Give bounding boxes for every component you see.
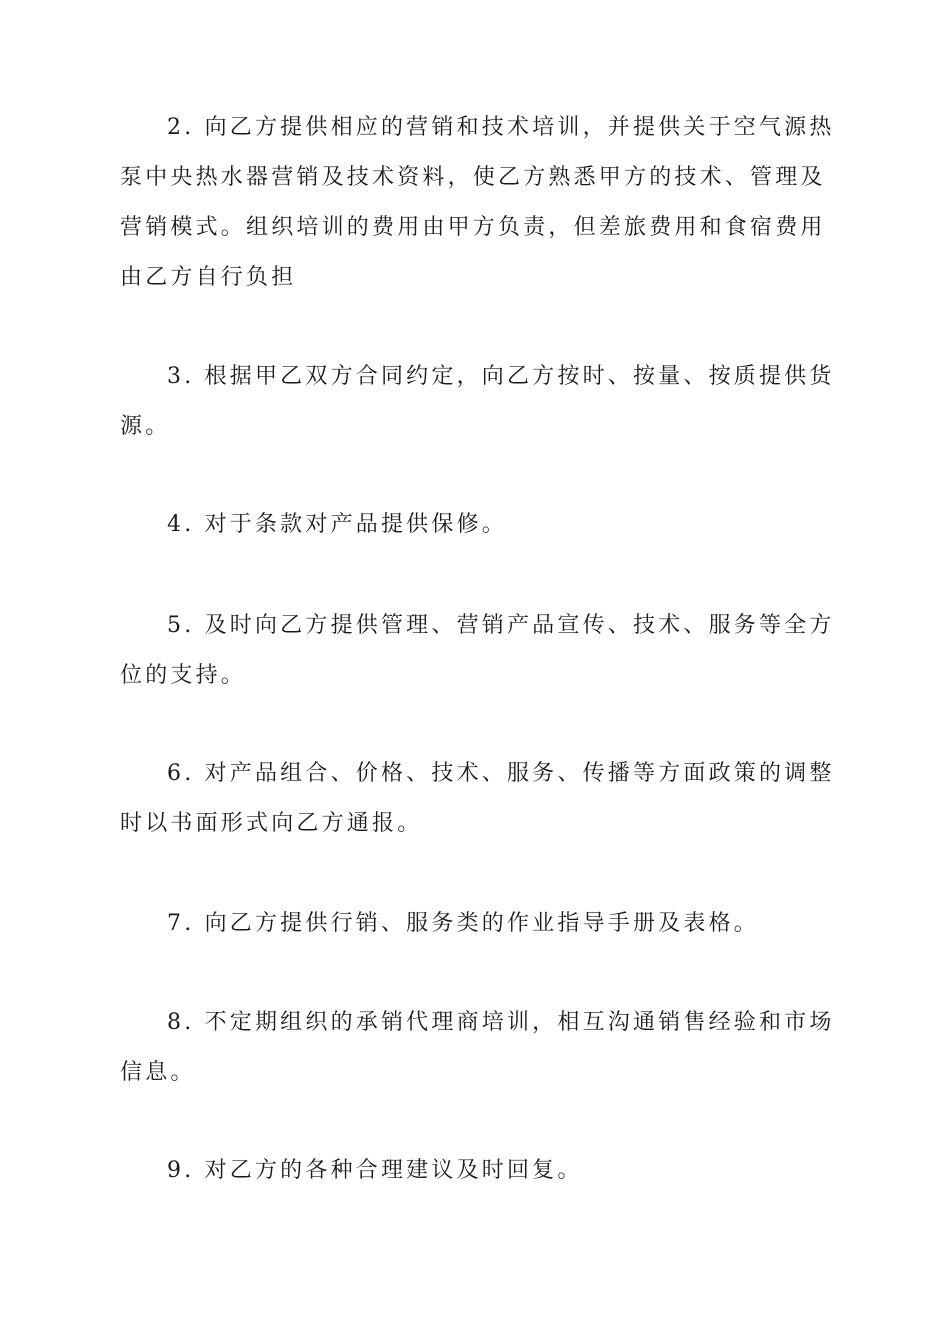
paragraph-6: 6. 对产品组合、价格、技术、服务、传播等方面政策的调整时以书面形式向乙方通报。 <box>120 761 835 836</box>
paragraph-8: 8. 不定期组织的承销代理商培训，相互沟通销售经验和市场信息。 <box>120 1010 835 1085</box>
paragraph-9: 9. 对乙方的各种合理建议及时回复。 <box>167 1158 583 1183</box>
paragraph-3: 3. 根据甲乙双方合同约定，向乙方按时、按量、按质提供货源。 <box>120 364 835 439</box>
paragraph-2: 2. 向乙方提供相应的营销和技术培训，并提供关于空气源热泵中央热水器营销及技术资料，使乙方熟悉甲方的技术、管理及营销模式。组织培训的费用由甲方负责，但差旅费用和食宿费用由乙方自行负担 <box>120 115 835 290</box>
paragraph-7: 7. 向乙方提供行销、服务类的作业指导手册及表格。 <box>167 911 759 936</box>
paragraph-4: 4. 对于条款对产品提供保修。 <box>167 512 507 537</box>
paragraph-5: 5. 及时向乙方提供管理、营销产品宣传、技术、服务等全方位的支持。 <box>120 613 835 688</box>
